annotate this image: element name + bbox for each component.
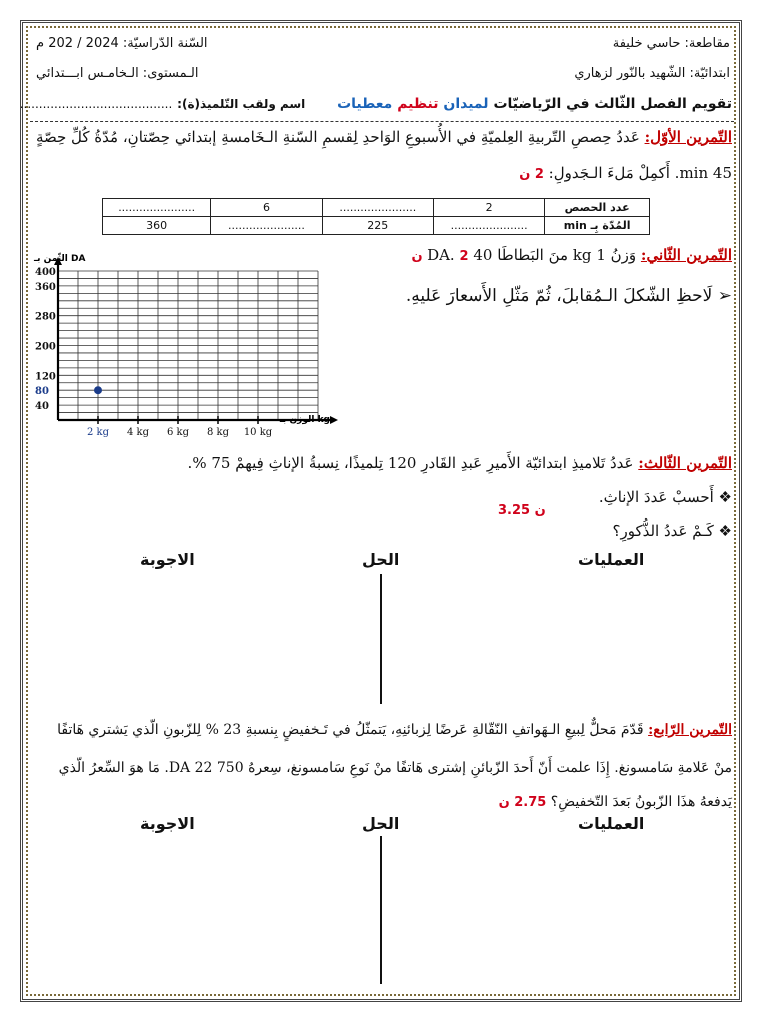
ex1-instruction: أَكمِلْ مَلءَ الـجَدولِ: (548, 164, 670, 182)
ex3-line1 (32, 454, 732, 472)
ex2-points: 2 ن (411, 249, 469, 264)
exam-title (19, 96, 732, 112)
diamond-bullet-icon: ❖ (718, 488, 732, 506)
x-tick-label: 8 kg (206, 427, 230, 438)
table-cell: 6 (211, 199, 322, 217)
y-tick-label: 120 (35, 371, 56, 383)
col-solution: الحل (362, 550, 400, 569)
col-operations: العمليات (578, 550, 645, 569)
title-part-2: لميدان (443, 96, 489, 112)
y-tick-label: 80 (35, 386, 49, 398)
ex2-instruction: لَاحظِ الشّكلَ الـمُقابلَ، ثُمّ مَثّلِ الأَسعارَ عَليهِ. (405, 286, 713, 306)
ex3-heading: التّمرين الثّالث: (638, 454, 732, 472)
student-name-field: ........................................ (19, 97, 173, 111)
column-divider (380, 574, 382, 704)
y-axis-title: الثّمن بـ DA (34, 254, 86, 264)
ex1-line1 (32, 128, 732, 146)
x-tick-label: 2 kg (86, 427, 110, 438)
school-year: السّنة الدّراسيّة: 2024 / 202 م (36, 36, 208, 51)
col-answers: الاجوبة (140, 550, 195, 569)
x-tick-label: 10 kg (243, 427, 273, 438)
ex3-question-1: أَحسبْ عَددَ الإناثِ. (598, 488, 714, 506)
table-cell[interactable]: ...................... (103, 199, 211, 217)
arrow-icon: ➢ (717, 286, 732, 306)
col-solution-2: الحل (362, 814, 400, 833)
ex4-text-1: قَدّمَ مَحلٌّ لِبيعِ الـهَواتفِ النّقّالةِ عَرضًا لِزبائنِهِ، يَتمثّلُ في تَـخفيضٍ بِنسبةِ 23 % لِلزّبونِ الّذي يَشتري هَاتفًا (57, 722, 644, 738)
school-name: ابتدائيّة: الشّهيد بالنّور لزهاري (574, 66, 730, 81)
price-weight-chart[interactable] (30, 252, 340, 444)
x-axis-arrow-icon (330, 416, 338, 424)
ex1-text-1: عَددُ حِصصِ التّربيةِ العِلميّةِ في الأُسبوعِ الوَاحدِ لِقسمِ السّنةِ الـخَامسةِ إبتدائي حِصّتانِ، مُدّةُ كُلِّ حِصّةٍ (35, 128, 640, 146)
y-tick-label: 400 (35, 267, 56, 278)
ex4-text-3: يَدفعهُ هذَا الزّبونُ بَعدَ التّخفيضِ؟ (550, 794, 732, 810)
title-divider (30, 121, 734, 122)
level: الـمستوى: الـخامـس ابـــتدائي (36, 66, 199, 81)
table-row (103, 199, 650, 217)
y-tick-label: 360 (35, 281, 56, 293)
y-tick-label: 40 (35, 401, 49, 413)
table-row (103, 217, 650, 235)
student-name-label: اسم ولقب التّلميذ(ة): (177, 97, 306, 111)
ex3-text: عَددُ تَلاميذِ ابتدائيّة الأَميرِ عَبدِ القَادرِ 120 تِلميذًا، نِسبةُ الإناثِ فِيهمْ 75 %. (187, 454, 634, 472)
table-cell: 360 (103, 217, 211, 235)
ex1-table (102, 198, 650, 235)
table-cell[interactable]: ...................... (322, 199, 433, 217)
diamond-bullet-icon: ❖ (718, 522, 732, 540)
table-cell[interactable]: ...................... (211, 217, 322, 235)
y-tick-label: 200 (35, 341, 56, 353)
ex3-question-2: كَـمْ عَددُ الذُّكورِ؟ (612, 522, 714, 540)
ex1-duration: 45 min. (674, 164, 732, 182)
ex4-line2: منْ عَلامةِ سَامسونغ. إِذَا علمت أَنّ أَحدَ الزّبائنِ إشترى هَاتفًا منْ نَوعِ سَامسونغ، سِعرهُ 750 DA 22. مَا هوَ السِّعرُ الّذي (58, 760, 732, 776)
y-tick-label: 280 (35, 311, 56, 323)
ex4-line1 (32, 722, 732, 738)
ex3-q2 (482, 522, 732, 540)
table-cell: عدد الحصص (545, 199, 650, 217)
ex4-line3 (272, 794, 732, 810)
data-point[interactable] (94, 386, 102, 394)
title-part-1: تقويم الفصل الثّالث في الرّياضيّات (493, 96, 732, 112)
table-cell[interactable]: ...................... (433, 217, 544, 235)
table-cell: 225 (322, 217, 433, 235)
ex1-heading: التّمرين الأوّل: (644, 128, 732, 146)
ex2-text: وَزنُ 1 kg منَ البَطاطَا 40 DA. (427, 246, 637, 264)
title-part-4: معطيات (337, 96, 393, 112)
ex1-points: 2 ن (519, 167, 544, 182)
ex2-heading: التّمرين الثّاني: (640, 246, 732, 264)
x-tick-label: 6 kg (166, 427, 190, 438)
x-axis-title: الوزن بـ kg (279, 415, 330, 425)
ex3-points: 3.25 ن (498, 503, 546, 518)
title-part-3: تنظيم (397, 96, 439, 112)
table-cell: المُدّة بِـ min (545, 217, 650, 235)
column-divider (380, 836, 382, 984)
district: مقاطعة: حاسي خليفة (612, 36, 730, 51)
x-tick-label: 4 kg (126, 427, 150, 438)
ex2-line2 (312, 286, 732, 306)
table-cell: 2 (433, 199, 544, 217)
col-answers-2: الاجوبة (140, 814, 195, 833)
ex4-points: 2.75 ن (498, 795, 547, 810)
ex2-line1 (312, 246, 732, 264)
col-operations-2: العمليات (578, 814, 645, 833)
ex1-line2 (32, 164, 732, 182)
ex4-heading: التّمرين الرّابع: (648, 722, 732, 738)
